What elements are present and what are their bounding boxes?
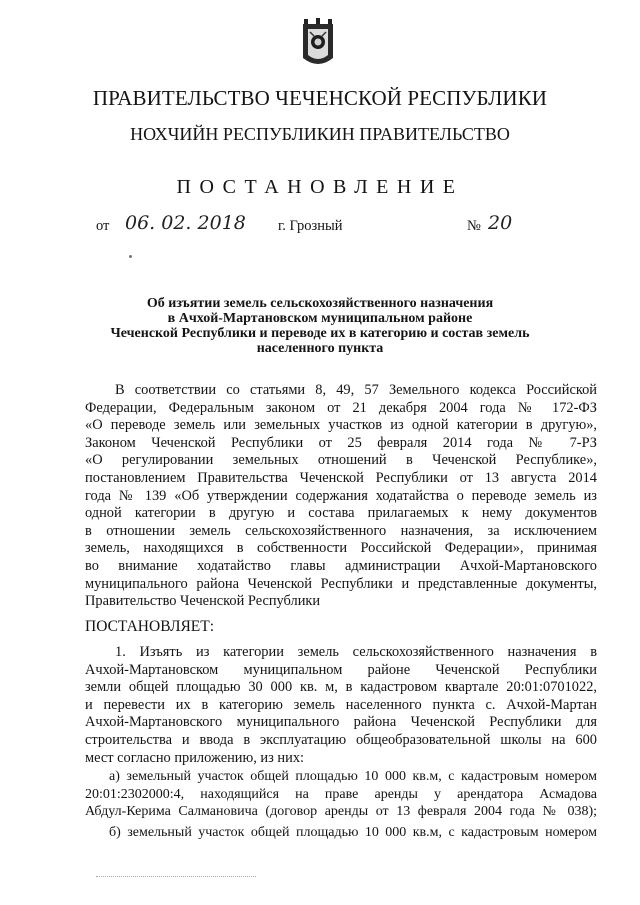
title-line: Об изъятии земель сельскохозяйственного назначения — [146, 296, 494, 311]
decree-word: ПОСТАНОВЛЯЕТ: — [85, 618, 215, 635]
text-line: б) земельный участок общей площадью 10 000 кв.м, с кадастровым номером — [109, 825, 597, 840]
footer-service-line — [96, 876, 256, 878]
government-name-chechen: НОХЧИЙН РЕСПУБЛИКИН ПРАВИТЕЛЬСТВО — [130, 124, 510, 144]
text-line: Законом Чеченской Республики от 25 февраля 2014 года № 7-РЗ — [85, 434, 597, 451]
title-line: населенного пункта — [256, 341, 384, 356]
text-line: земли общей площадью 30 000 кв. м, в кадастровом квартале 20:01:0701022, — [85, 679, 597, 696]
text-line: Правительство Чеченской Республики — [85, 593, 321, 610]
stray-dot — [129, 255, 132, 258]
text-line: В соответствии со статьями 8, 49, 57 Земельного кодекса Российской — [115, 382, 597, 398]
text-line: Ачхой-Мартановского муниципального района Чеченской Республики для — [85, 714, 597, 731]
item-a-paragraph — [85, 768, 597, 821]
item-b-paragraph — [85, 824, 597, 842]
text-line: и перевести их в категорию земель населенного пункта с. Ачхой-Мартан — [85, 696, 597, 713]
text-line: строительства и ввода в эксплуатацию общеобразовательной школы на 600 — [85, 731, 597, 748]
text-line: 1. Изъять из категории земель сельскохозяйственного назначения в — [115, 644, 597, 660]
government-name-russian: ПРАВИТЕЛЬСТВО ЧЕЧЕНСКОЙ РЕСПУБЛИКИ — [92, 86, 548, 110]
text-line: «О регулировании земельных отношений в Чеченской Республике», — [85, 452, 597, 469]
text-line: мест согласно приложению, из них: — [85, 749, 305, 766]
text-line: а) земельный участок общей площадью 10 000 кв.м, с кадастровым номером — [109, 769, 597, 784]
text-line: 20:01:2302000:4, находящийся на праве аренды у арендатора Асмадова — [85, 786, 597, 802]
title-line: Чеченской Республики и переводе их в категорию и состав земель — [110, 326, 530, 341]
preamble-paragraph — [85, 382, 597, 611]
text-line: Абдул-Керима Салмановича (договор аренды от 13 февраля 2004 года № 038); — [85, 804, 597, 820]
text-line: земель, находящихся в собственности Российской Федерации», принимая — [85, 540, 597, 557]
text-line: Федерации, Федеральным законом от 21 декабря 2004 года № 172-ФЗ — [85, 399, 597, 416]
coat-of-arms-emblem — [300, 18, 336, 72]
document-number: 20 — [488, 212, 513, 234]
text-line: одной категории в другую и состава прилагаемых к нему документов — [85, 505, 597, 522]
text-line: года № 139 «Об утверждении содержания ходатайства о переводе земель из — [85, 487, 597, 504]
document-type: ПОСТАНОВЛЕНИЕ — [176, 176, 464, 198]
text-line: во внимание ходатайство главы администрации Ачхой-Мартановского — [85, 557, 597, 574]
date-prefix: от — [96, 218, 110, 234]
text-line: в отношении земель сельскохозяйственного назначения, за исключением — [85, 522, 597, 539]
text-line: Ачхой-Мартановском муниципальном районе Чеченской Республики — [85, 661, 597, 678]
text-line: муниципального района Чеченской Республики и представленные документы, — [85, 575, 597, 592]
document-title — [90, 296, 550, 356]
item-1-paragraph — [85, 644, 597, 767]
document-city: г. Грозный — [278, 218, 343, 234]
text-line: «О переводе земель или земельных участков из одной категории в другую», — [85, 417, 597, 434]
text-line: постановлением Правительства Чеченской Республики от 13 августа 2014 — [85, 469, 597, 486]
document-date: 06. 02. 2018 — [125, 212, 246, 234]
title-line: в Ачхой-Мартановском муниципальном районе — [167, 311, 473, 326]
number-prefix: № — [467, 218, 481, 234]
